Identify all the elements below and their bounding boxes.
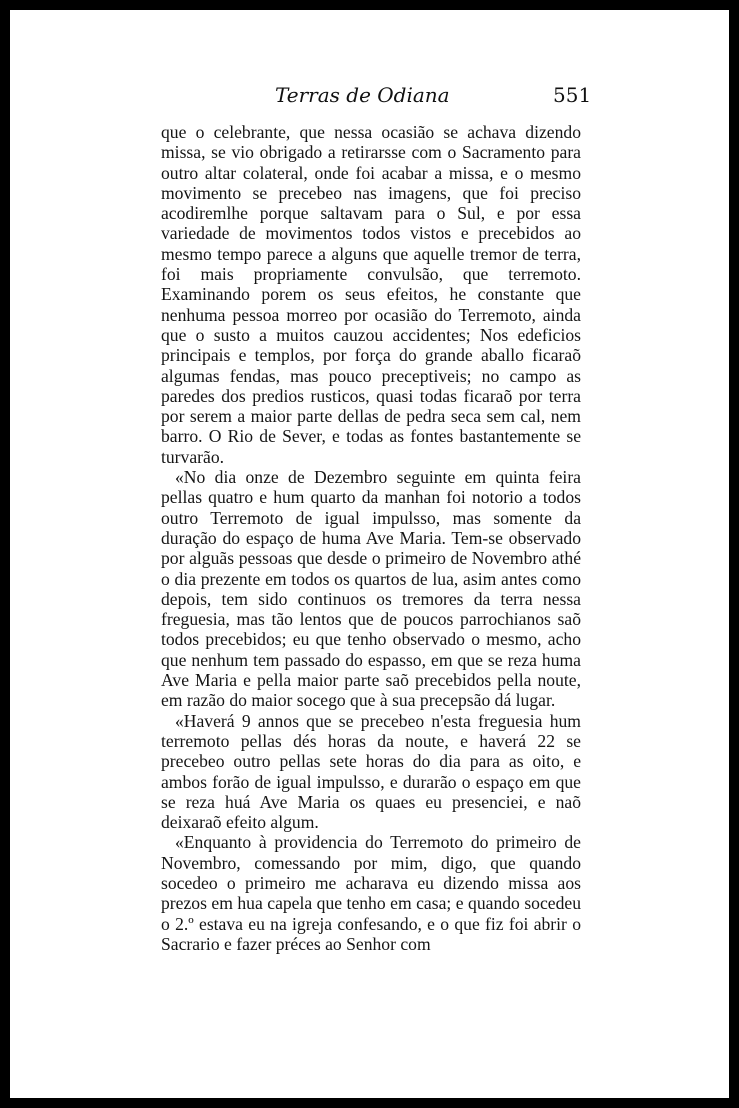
running-title: Terras de Odiana [275, 83, 450, 107]
paragraph: «Haverá 9 annos que se precebeo n'esta freguesia hum terremoto pellas dés horas da noute, e haverá 22 se precebeo outro pellas sete horas do dia para as oito, e ambos forão de igual impulsso, e durarão o espaço em que se reza huá Ave Maria os quaes eu presenciei, e naõ deixaraõ efeito algum. [161, 710, 581, 833]
paragraph: que o celebrante, que nessa ocasião se achava dizendo missa, se vio obrigado a retirarsse com o Sacramento para outro altar colateral, onde foi acabar a missa, e o mesmo movimento se precebeo nas imagens, que foi preciso acodiremlhe porque saltavam para o Sul, e por essa variedade de movimentos todos vistos e precebidos ao mesmo tempo parece a alguns que aquelle tremor de terra, foi mais propriamente convulsão, que terremoto. Examinando porem os seus efeitos, he constante que nenhuma pessoa morreo por ocasião do Terremoto, ainda que o susto a muitos cauzou accidentes; Nos edeficios principais e templos, por força do grande aballo ficaraõ algumas fendas, mas pouco preceptiveis; no campo as paredes dos predios rusticos, quasi todas ficaraõ por terra por serem a maior parte dellas de pedra seca sem cal, nem barro. O Rio de Sever, e todas as fontes bastantemente se turvarão. [161, 122, 581, 467]
page-number: 551 [553, 83, 592, 107]
paragraph: «Enquanto à providencia do Terremoto do primeiro de Novembro, comessando por mim, digo, que quando socedeo o primeiro me acharava eu dizendo missa aos prezos em hua capela que tenho em casa; e quando socedeu o 2.º estava eu na igreja confesando, e o que fiz foi abrir o Sacrario e fazer préces ao Senhor com [161, 832, 581, 954]
book-page [10, 10, 729, 1098]
page-header [10, 80, 729, 114]
body-text [161, 122, 581, 954]
paragraph: «No dia onze de Dezembro seguinte em quinta feira pellas quatro e hum quarto da manhan foi notorio a todos outro Terremoto de igual impulsso, mas somente da duração do espaço de huma Ave Maria. Tem-se observado por alguãs pessoas que desde o primeiro de Novembro athé o dia prezente em todos os quartos de lua, asim antes como depois, tem sido continuos os tremores da terra nessa freguesia, mas tão lentos que de poucos parrochianos saõ todos precebidos; eu que tenho observado o mesmo, acho que nenhum tem passado do espasso, em que se reza huma Ave Maria e pella maior parte saõ precebidos pella noute, em razão do maior socego que à sua precepsão dá lugar. [161, 467, 581, 711]
